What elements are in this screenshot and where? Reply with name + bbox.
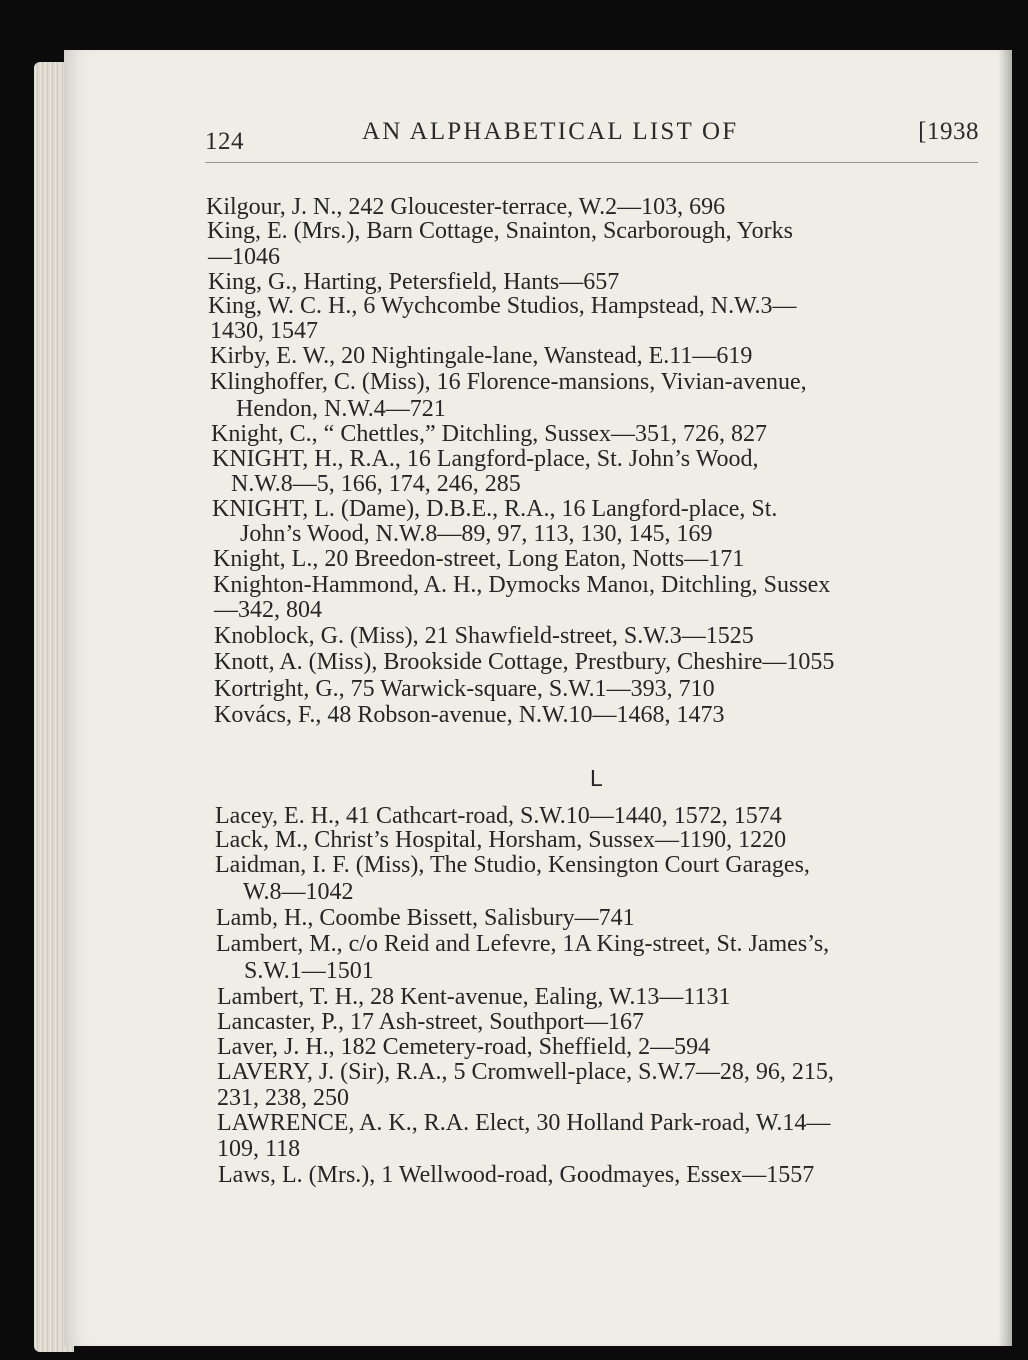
entry-line: LAVERY, J. (Sir), R.A., 5 Cromwell-place, S.W.7—28, 96, 215,	[217, 1059, 834, 1085]
entry-line	[212, 446, 758, 472]
entry-line: —342, 804	[214, 597, 322, 623]
entry-line: Lambert, T. H., 28 Kent-avenue, Ealing, W.13—1131	[217, 984, 731, 1010]
entry-line: Knight, C., “ Chettles,” Ditchling, Sussex—351, 726, 827	[211, 421, 767, 447]
entry-line: King, E. (Mrs.), Barn Cottage, Snainton, Scarborough, Yorks	[207, 218, 793, 244]
entry-line: LAWRENCE, A. K., R.A. Elect, 30 Holland Park-road, W.14—	[217, 1110, 831, 1136]
header-rule	[205, 162, 978, 163]
entry-line: Lambert, M., c/o Reid and Lefevre, 1A King-street, St. James’s,	[216, 931, 830, 957]
entry-line: Lacey, E. H., 41 Cathcart-road, S.W.10—1440, 1572, 1574	[215, 803, 782, 829]
entry-line: Knoblock, G. (Miss), 21 Shawfield-street, S.W.3—1525	[214, 623, 754, 649]
entry-line: Knight, L., 20 Breedon-street, Long Eaton, Notts—171	[213, 546, 745, 572]
entry-line: Lamb, H., Coombe Bissett, Salisbury—741	[216, 905, 635, 931]
page-number: 124	[205, 128, 244, 155]
entry-line: Laidman, I. F. (Miss), The Studio, Kensington Court Garages,	[215, 852, 810, 878]
entry-line: Knott, A. (Miss), Brookside Cottage, Prestbury, Cheshire—1055	[214, 649, 835, 675]
entry-line: 1430, 1547	[210, 318, 318, 344]
entry-line: N.W.8—5, 166, 174, 246, 285	[231, 471, 521, 497]
entry-line: Laws, L. (Mrs.), 1 Wellwood-road, Goodmayes, Essex—1557	[218, 1162, 815, 1188]
entry-line: W.8—1042	[243, 879, 354, 905]
entry-line: King, G., Harting, Petersfield, Hants—657	[208, 269, 620, 295]
entry-line: KNIGHT, L. (Dame), D.B.E., R.A., 16 Langford-place, St.	[212, 496, 778, 522]
entry-line: Laver, J. H., 182 Cemetery-road, Sheffield, 2—594	[217, 1034, 711, 1060]
header-year: [1938	[918, 118, 979, 145]
entry-line: —1046	[208, 244, 280, 270]
entry-line: Lack, M., Christ’s Hospital, Horsham, Sussex—1190, 1220	[215, 827, 787, 853]
entry-line: 109, 118	[217, 1136, 301, 1162]
entry-line: Lancaster, P., 17 Ash-street, Southport—167	[217, 1009, 644, 1035]
entry-line: John’s Wood, N.W.8—89, 97, 113, 130, 145, 169	[240, 521, 713, 547]
running-title: AN ALPHABETICAL LIST OF	[362, 118, 739, 145]
entry-line: 231, 238, 250	[217, 1085, 349, 1111]
entry-line: Kilgour, J. N., 242 Gloucester-terrace, W.2—103, 696	[206, 194, 726, 220]
entry-line: Kortright, G., 75 Warwick-square, S.W.1—393, 710	[214, 676, 715, 702]
section-letter-heading: L	[590, 765, 603, 791]
page-header	[205, 114, 981, 158]
page-gutter-shadow	[998, 50, 1012, 1346]
entry-line: Klinghoffer, C. (Miss), 16 Florence-mansions, Vivian-avenue,	[210, 369, 807, 395]
entry-line: King, W. C. H., 6 Wychcombe Studios, Hampstead, N.W.3—	[208, 293, 797, 319]
entry-line: S.W.1—1501	[244, 958, 374, 984]
entry-text: KNIGHT, H., R.A., 16 Langford-place, St. John’s Wood,	[212, 446, 759, 472]
entry-line: Hendon, N.W.4—721	[236, 396, 446, 422]
entry-line: Kirby, E. W., 20 Nightingale-lane, Wanstead, E.11—619	[210, 343, 753, 369]
entry-line: Knighton-Hammond, A. H., Dymocks Manoı, Ditchling, Sussex	[213, 572, 831, 598]
entry-line: Kovács, F., 48 Robson-avenue, N.W.10—1468, 1473	[214, 702, 725, 728]
